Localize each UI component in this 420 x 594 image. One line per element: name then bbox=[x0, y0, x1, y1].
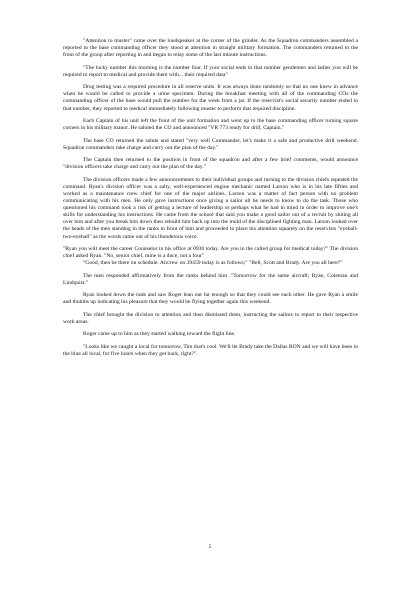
paragraph: "Ryan you will meet the career Counselor in his office at 0930 today. Are you in the called group for medical today?" The division chief asked Ryan. "No, senior chief, mine is a duce, not a four" bbox=[63, 245, 358, 260]
paragraph: Each Captain of his unit left the front of the unit formation and went up to the base commanding officer turning square corners in his military manor. He saluted the CO and announced "VR 773 ready for drill, Captain." bbox=[63, 118, 358, 132]
paragraph: The Captain then returned to the position in front of the squadron and after a few brief comments, would announce "division officers take charge and carry out the plan of the day." bbox=[63, 157, 358, 171]
paragraph: The division officers made a few announcements to their individual groups and turning to the division chiefs repeated the command. Ryan's division officer was a salty, well-experienced engine mechanic named Larson who is in his late fifties and worked as a maintenance crew chief for one of the major airlines. Larson was a matter of fact person with no problem communicating with his men. He only gave instructions once giving a sailor all he needs to know to do the task. Those who questioned his command took a risk of getting a lecture of leadership or perhaps what he had in mind in order to improve one's skills for understanding his instructions. He came from the school that said you make a good sailor out of a recruit by shiting all over him and after you break him down then rebuild him back up into the mold of the disciplined fighting man. Larson looked over the heads of the men standing in the ranks in front of him and proceeded to place his attention squarely on the reservists "eyeball-two-eyeball" as the words came out of his thunderous voice. bbox=[63, 176, 358, 240]
paragraph: "Attention to muster" came over the loudspeaker at the corner of the grinder. As the Squadron commanders assembled a reported to the base commanding officer they stood at attention in straight military formation. The commanders returned to the front of the group after reporting in and began to relay some of the last minute instructions. bbox=[63, 38, 358, 59]
paragraph: Drug testing was a required procedure in all reserve units. It was always done randomly so that no one knew in advance when he would be called to provide a urine specimen. During the breakfast meeting with all of the commanding COs the commanding officer of the base would pull the number for the week from a jar. If the reservist's social security number ended in that number, they reported to medical immediately following muster to perform that required discipline. bbox=[63, 84, 358, 112]
paragraph: Ryan looked down the rank and saw Roger lean out far enough so that they could see each other. He gave Ryan a smile and thumbs up indicating his pleasure that they would be flying together again this weekend. bbox=[63, 292, 358, 306]
page-number: 5 bbox=[208, 544, 212, 550]
paragraph: "The lucky number this morning is the number four. If your social ends in that number gentlemen and ladies you will be required to report to medical and provide them with... their required data" bbox=[63, 64, 358, 78]
paragraph: The chief brought the division to attention and then dismissed them, instructing the sailors to report to their respective work areas. bbox=[63, 311, 358, 325]
paragraph: The base CO returned the salute and stated "very well Commander, let's make it a safe and productive drill weekend. Squadron commanders take charge and carry out the plan of the day." bbox=[63, 137, 358, 151]
paragraph: "Good, then be there on schedule. Aircrew on 39459 today is as follows;" "Bell, Scott and Brady. Are you all here?" bbox=[83, 260, 343, 267]
paragraph: Roger came up to him as they started walking toward the flight line. bbox=[83, 331, 236, 338]
paragraph: The men responded affirmatively from the ranks behind him ."Tomorrow for the same aircraft; Ryan, Coleman and Lindquist." bbox=[63, 272, 358, 286]
paragraph: "Looks like we caught a local for tomorrow, Tim that's cool. We'll let Brady take the Dallas RON and we will have been in the blue all local, for five hours when they get back, right?". bbox=[63, 343, 358, 357]
body-text bbox=[63, 38, 358, 358]
